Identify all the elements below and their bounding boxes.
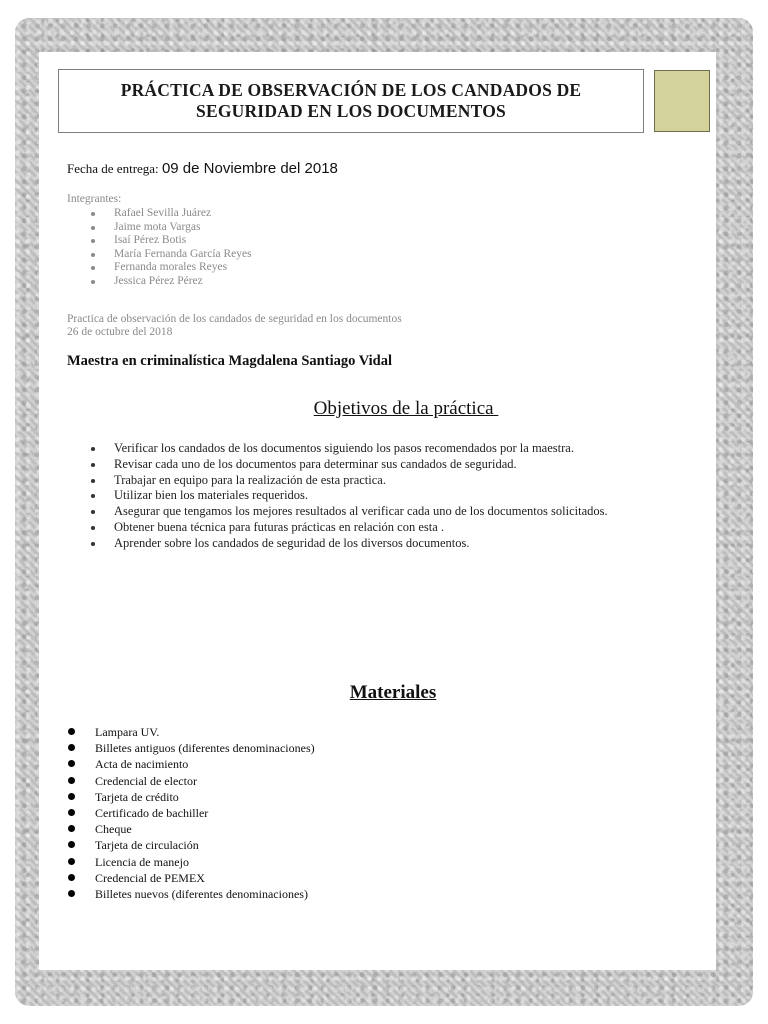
list-item: Utilizar bien los materiales requeridos. bbox=[88, 488, 608, 504]
list-item: Credencial de elector bbox=[67, 773, 315, 789]
list-item: Jaime mota Vargas bbox=[88, 221, 252, 235]
list-item: María Fernanda García Reyes bbox=[88, 248, 252, 262]
materials-list bbox=[67, 724, 315, 902]
members-list bbox=[88, 207, 252, 289]
list-item: Fernanda morales Reyes bbox=[88, 261, 252, 275]
practice-info bbox=[67, 313, 402, 339]
members-label: Integrantes: bbox=[67, 193, 122, 205]
list-item: Billetes nuevos (diferentes denominaciones) bbox=[67, 886, 315, 902]
title-box bbox=[58, 69, 644, 133]
document-title: PRÁCTICA DE OBSERVACIÓN DE LOS CANDADOS DE SEGURIDAD EN LOS DOCUMENTOS bbox=[120, 80, 582, 121]
list-item: Certificado de bachiller bbox=[67, 805, 315, 821]
list-item: Tarjeta de circulación bbox=[67, 837, 315, 853]
delivery-date-value: 09 de Noviembre del 2018 bbox=[161, 160, 338, 177]
list-item: Isaí Pérez Botis bbox=[88, 234, 252, 248]
list-item: Licencia de manejo bbox=[67, 854, 315, 870]
list-item: Obtener buena técnica para futuras prácticas en relación con esta . bbox=[88, 520, 608, 536]
delivery-date bbox=[67, 160, 338, 177]
list-item: Rafael Sevilla Juárez bbox=[88, 207, 252, 221]
list-item: Billetes antiguos (diferentes denominaciones) bbox=[67, 740, 315, 756]
materials-heading: Materiales bbox=[349, 682, 437, 703]
objectives-list bbox=[88, 441, 608, 552]
teacher-name: Maestra en criminalística Magdalena Santiago Vidal bbox=[67, 353, 393, 369]
practice-date: 26 de octubre del 2018 bbox=[67, 326, 173, 338]
list-item: Jessica Pérez Pérez bbox=[88, 275, 252, 289]
delivery-date-label: Fecha de entrega: bbox=[67, 161, 159, 176]
list-item: Lampara UV. bbox=[67, 724, 315, 740]
list-item: Cheque bbox=[67, 821, 315, 837]
list-item: Aprender sobre los candados de seguridad de los diversos documentos. bbox=[88, 536, 608, 552]
list-item: Tarjeta de crédito bbox=[67, 789, 315, 805]
decorative-square bbox=[654, 70, 710, 132]
practice-name: Practica de observación de los candados de seguridad en los documentos bbox=[67, 313, 402, 325]
list-item: Credencial de PEMEX bbox=[67, 870, 315, 886]
list-item: Asegurar que tengamos los mejores resultados al verificar cada uno de los documentos solicitados. bbox=[88, 504, 608, 520]
list-item: Acta de nacimiento bbox=[67, 756, 315, 772]
list-item: Revisar cada uno de los documentos para determinar sus candados de seguridad. bbox=[88, 457, 608, 473]
objectives-heading: Objetivos de la práctica bbox=[313, 398, 499, 419]
list-item: Verificar los candados de los documentos siguiendo los pasos recomendados por la maestra. bbox=[88, 441, 608, 457]
list-item: Trabajar en equipo para la realización de esta practica. bbox=[88, 473, 608, 489]
